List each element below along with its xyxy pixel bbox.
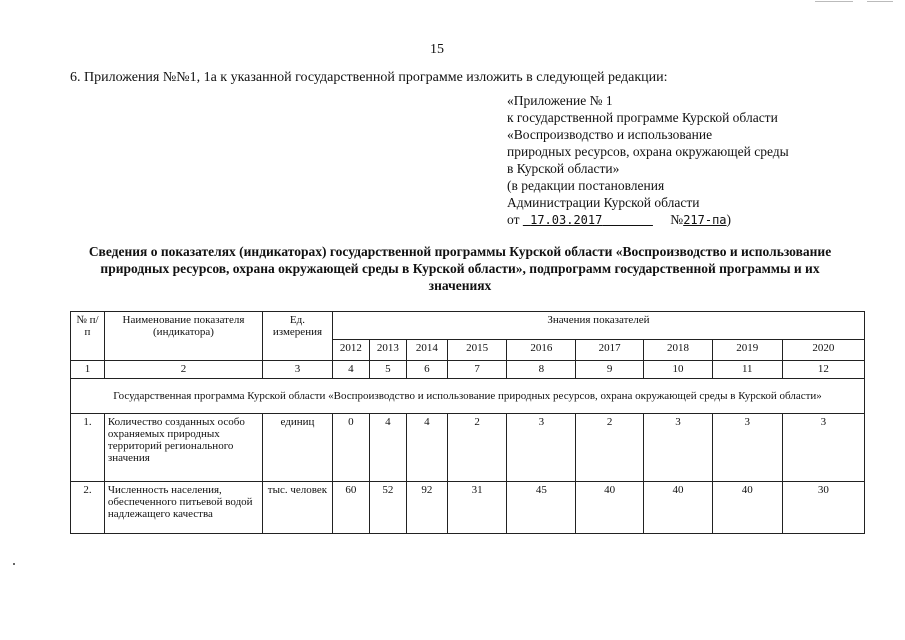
indicators-table [70,311,865,534]
row-value: 60 [332,482,369,534]
column-number: 12 [782,361,864,379]
row-value: 45 [507,482,576,534]
year-header: 2019 [712,340,782,361]
row-value: 2 [447,414,507,482]
scan-speck [13,563,15,565]
year-header: 2016 [507,340,576,361]
year-header: 2020 [782,340,864,361]
row-value: 2 [576,414,644,482]
column-number: 1 [71,361,105,379]
number-prefix: № [670,212,684,227]
row-value: 4 [406,414,447,482]
appendix-line: «Воспроизводство и использование [507,127,713,142]
column-number: 6 [406,361,447,379]
appendix-line: «Приложение № 1 [507,93,613,108]
row-value: 40 [712,482,782,534]
column-number: 8 [507,361,576,379]
table-row [71,414,865,482]
row-name: Численность населения, обеспеченного питьевой водой надлежащего качества [104,482,262,534]
column-number: 4 [332,361,369,379]
row-value: 92 [406,482,447,534]
appendix-line: (в редакции постановления [507,178,665,193]
appendix-line: в Курской области» [507,161,620,176]
year-header: 2015 [447,340,507,361]
appendix-block [507,92,789,229]
row-num: 1. [71,414,105,482]
table-row [71,482,865,534]
row-name: Количество созданных особо охраняемых природных территорий регионального значения [104,414,262,482]
date-prefix: от [507,212,520,227]
appendix-line: к государственной программе Курской области [507,110,778,125]
row-value: 52 [369,482,406,534]
appendix-line: Администрации Курской области [507,195,700,210]
closing-paren: ) [726,212,732,227]
row-value: 40 [644,482,713,534]
year-header: 2017 [576,340,644,361]
row-value: 3 [507,414,576,482]
header-name: Наименование показателя (индикатора) [104,312,262,361]
row-value: 40 [576,482,644,534]
year-header: 2013 [369,340,406,361]
appendix-line: природных ресурсов, охрана окружающей среды [507,144,789,159]
row-value: 31 [447,482,507,534]
year-header: 2018 [644,340,713,361]
column-number: 9 [576,361,644,379]
intro-paragraph: 6. Приложения №№1, 1а к указанной государственной программе изложить в следующей редакции: [70,70,668,85]
column-number: 10 [644,361,713,379]
decree-date: 17.03.2017 [530,213,603,227]
document-title: Сведения о показателях (индикаторах) государственной программы Курской области «Воспроизводство и использование природных ресурсов, охрана окружающей среды в Курской области», подпрограмм государственной программы и их значениях [88,244,832,293]
column-number: 5 [369,361,406,379]
year-header: 2012 [332,340,369,361]
page-number: 15 [430,42,444,57]
appendix-date-line [507,211,789,229]
row-num: 2. [71,482,105,534]
column-number: 3 [263,361,333,379]
header-num: № п/п [71,312,105,361]
row-value: 4 [369,414,406,482]
column-number: 2 [104,361,262,379]
header-values: Значения показателей [332,312,864,340]
row-value: 30 [782,482,864,534]
year-header: 2014 [406,340,447,361]
row-value: 3 [644,414,713,482]
row-value: 0 [332,414,369,482]
row-unit: единиц [263,414,333,482]
header-unit: Ед. измерения [263,312,333,361]
column-number: 11 [712,361,782,379]
row-unit: тыс. человек [263,482,333,534]
section-title: Государственная программа Курской области «Воспроизводство и использование природных ресурсов, охрана окружающей среды в Курской области» [71,379,865,414]
row-value: 3 [712,414,782,482]
column-number: 7 [447,361,507,379]
decree-number: 217-па [683,213,727,227]
row-value: 3 [782,414,864,482]
